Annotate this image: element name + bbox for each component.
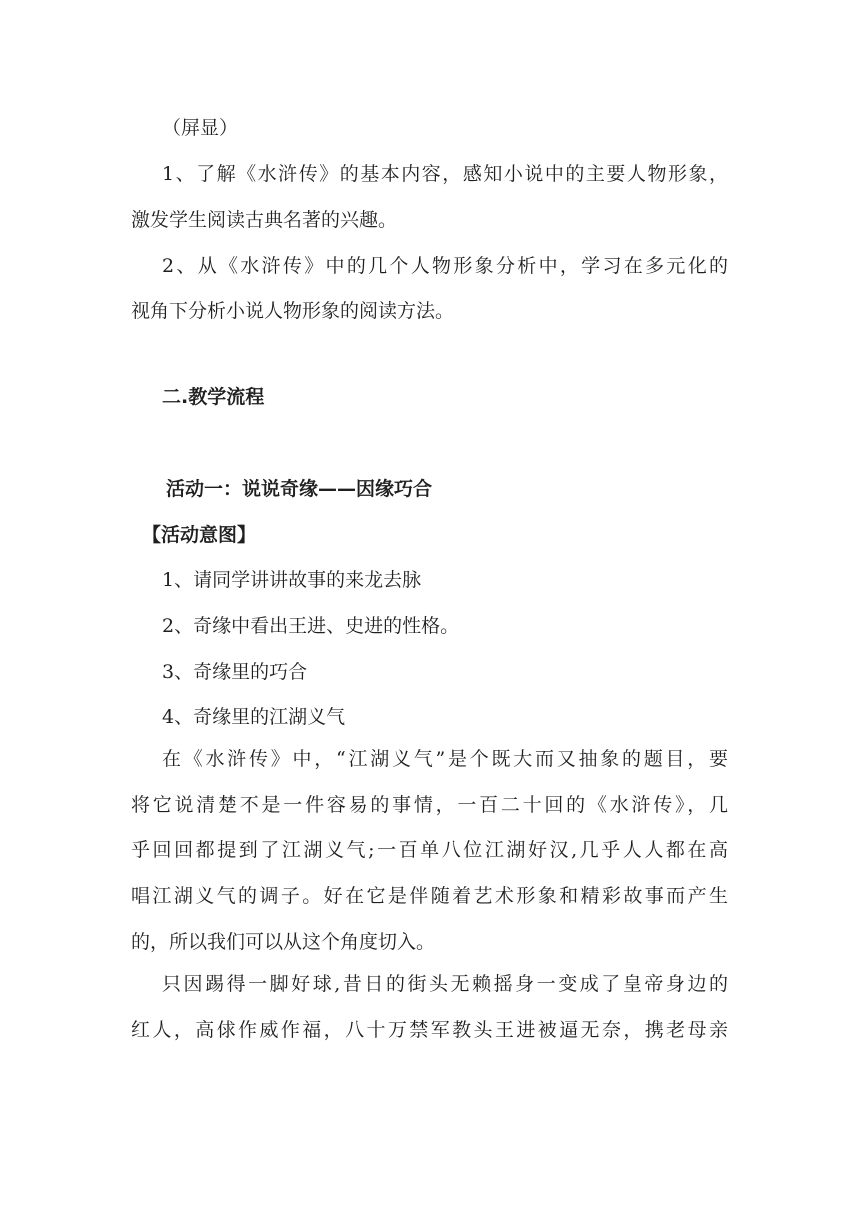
activity-intent-label: 【活动意图】 <box>142 524 257 546</box>
section-title: 二.教学流程 <box>162 386 265 408</box>
para1-line-2: 将它说清楚不是一件容易的事情，一百二十回的《水浒传》，几 <box>131 794 728 816</box>
goal-1-line-1: 1、了解《水浒传》的基本内容，感知小说中的主要人物形象， <box>162 163 728 185</box>
para1-line-4: 唱江湖义气的调子。好在它是伴随着艺术形象和精彩故事而产生 <box>131 885 728 907</box>
activity-item-4: 4、奇缘里的江湖义气 <box>162 706 346 728</box>
activity-item-1: 1、请同学讲讲故事的来龙去脉 <box>162 569 422 591</box>
para1-line-3: 乎回回都提到了江湖义气;一百单八位江湖好汉,几乎人人都在高 <box>131 839 728 861</box>
para2-line-1: 只因踢得一脚好球,昔日的街头无赖摇身一变成了皇帝身边的 <box>162 973 728 995</box>
activity-item-3: 3、奇缘里的巧合 <box>162 661 308 683</box>
goal-1-line-2: 激发学生阅读古典名著的兴趣。 <box>131 209 398 231</box>
goal-2-line-2: 视角下分析小说人物形象的阅读方法。 <box>131 300 455 322</box>
activity-title: 活动一：说说奇缘——因缘巧合 <box>166 478 433 500</box>
screen-display-label: （屏显） <box>162 117 239 139</box>
activity-item-2: 2、奇缘中看出王进、史进的性格。 <box>162 615 460 637</box>
para2-line-2: 红人，高俅作威作福，八十万禁军教头王进被逼无奈，携老母亲 <box>131 1019 728 1041</box>
para1-line-5: 的，所以我们可以从这个角度切入。 <box>131 931 436 953</box>
goal-2-line-1: 2、从《水浒传》中的几个人物形象分析中，学习在多元化的 <box>162 255 728 277</box>
para1-line-1: 在《水浒传》中，“江湖义气”是个既大而又抽象的题目，要 <box>162 748 728 770</box>
